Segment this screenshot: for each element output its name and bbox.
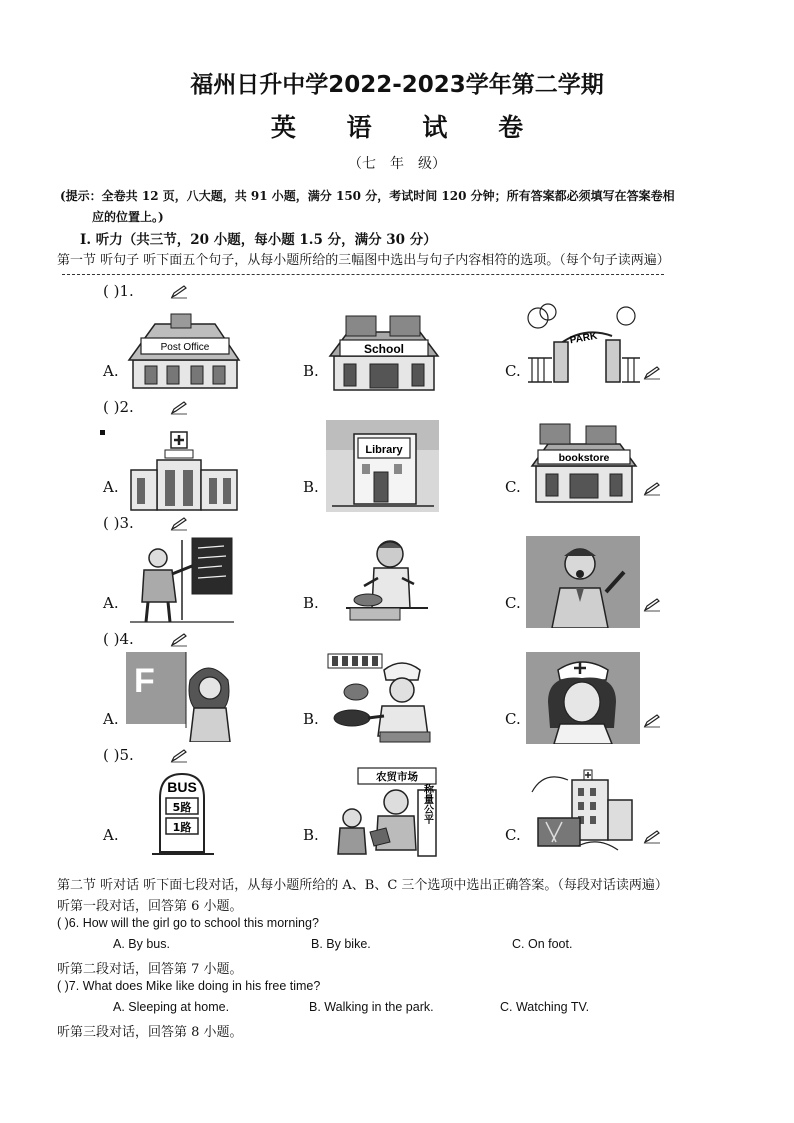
exam-title-char: 试 (422, 113, 448, 142)
question-number: ( )2. (103, 398, 134, 416)
option-letter: A. (103, 710, 119, 728)
option-letter: B. (303, 594, 319, 612)
dialogue-intro: 听第一段对话，回答第 6 小题。 (57, 899, 243, 914)
dashed-divider (62, 274, 664, 275)
sign-subtext: 5路 (172, 801, 192, 814)
sign-subtext: 称量公平 (421, 784, 433, 824)
sign-text: F (134, 662, 155, 700)
question-number: ( )1. (103, 282, 134, 300)
woman-icon (126, 652, 238, 742)
option-letter: C. (505, 826, 521, 844)
question-number: ( )3. (103, 514, 134, 532)
sign-text: Post Office (160, 342, 210, 353)
option-letter: A. (103, 594, 119, 612)
dialogue-intro: 听第三段对话，回答第 8 小题。 (57, 1025, 243, 1040)
section1-instruction: 第一节 听句子 听下面五个句子，从每小题所给的三幅图中选出与句子内容相符的选项。（每个句子读两遍） (57, 253, 670, 268)
exam-title-char: 语 (346, 113, 372, 142)
pencil-icon (643, 714, 661, 728)
building-icon (530, 422, 638, 504)
answer-option-c: C. Watching TV. (500, 1000, 590, 1014)
market-icon (330, 766, 440, 860)
sign-text: BUS (167, 779, 197, 795)
bullet-mark (100, 430, 105, 435)
dialogue-intro: 听第二段对话，回答第 7 小题。 (57, 962, 243, 977)
option-letter: C. (505, 478, 521, 496)
section2-instruction: 第二节 听对话 听下面七段对话，从每小题所给的 A、B、C 三个选项中选出正确答案。（每段对话读两遍） (57, 878, 668, 893)
note-line: (提示：全卷共 12 页，八大题，共 91 小题，满分 150 分，考试时间 120 分钟；所有答案都必须填写在答案卷相 (60, 189, 675, 203)
teacher-icon (126, 536, 236, 626)
sign-text: PARK (569, 330, 599, 347)
pencil-icon (170, 401, 188, 415)
nurse-icon (526, 652, 640, 744)
option-letter: C. (505, 362, 521, 380)
school-title: 福州日升中学2022-2023学年第二学期 (190, 72, 604, 98)
sign-text: bookstore (558, 452, 610, 464)
exam-title (0, 108, 794, 144)
pencil-icon (643, 598, 661, 612)
exam-note (60, 186, 750, 228)
answer-option-b: B. By bike. (311, 937, 371, 951)
hospital-icon (127, 430, 241, 512)
park-gate-icon (524, 302, 644, 384)
bus-stop-icon (150, 770, 216, 858)
building-icon (125, 312, 243, 390)
option-letter: C. (505, 594, 521, 612)
building-icon (326, 312, 442, 392)
option-letter: C. (505, 710, 521, 728)
pencil-icon (643, 366, 661, 380)
pencil-icon (170, 517, 188, 531)
option-letter: B. (303, 710, 319, 728)
option-letter: A. (103, 362, 119, 380)
sign-text: Library (365, 444, 403, 456)
option-letter: B. (303, 826, 319, 844)
sign-text: 农贸市场 (376, 771, 418, 783)
part-heading: Ⅰ. 听力（共三节，20 小题，每小题 1.5 分，满分 30 分） (80, 232, 437, 248)
exam-title-char: 卷 (498, 113, 524, 142)
hospital-icon (528, 766, 640, 858)
question-number: ( )4. (103, 630, 134, 648)
singer-icon (526, 536, 640, 628)
pencil-icon (170, 633, 188, 647)
dialogue-question: ( )6. How will the girl go to school this morning? (57, 916, 319, 930)
note-line: 应的位置上。) (92, 210, 164, 224)
option-letter: B. (303, 478, 319, 496)
answer-option-b: B. Walking in the park. (309, 1000, 434, 1014)
cook-icon (328, 538, 440, 626)
chef-icon (326, 652, 438, 744)
pencil-icon (643, 830, 661, 844)
option-letter: B. (303, 362, 319, 380)
exam-title-char: 英 (270, 113, 296, 142)
sign-subtext: 1路 (172, 821, 192, 834)
grade-label: （七 年 级） (348, 156, 446, 172)
sign-text: School (363, 342, 405, 356)
pencil-icon (643, 482, 661, 496)
pencil-icon (170, 285, 188, 299)
question-number: ( )5. (103, 746, 134, 764)
option-letter: A. (103, 478, 119, 496)
building-icon (326, 420, 439, 512)
dialogue-question: ( )7. What does Mike like doing in his free time? (57, 979, 321, 993)
answer-option-a: A. By bus. (113, 937, 170, 951)
answer-option-c: C. On foot. (512, 937, 573, 951)
pencil-icon (170, 749, 188, 763)
option-letter: A. (103, 826, 119, 844)
answer-option-a: A. Sleeping at home. (113, 1000, 230, 1014)
